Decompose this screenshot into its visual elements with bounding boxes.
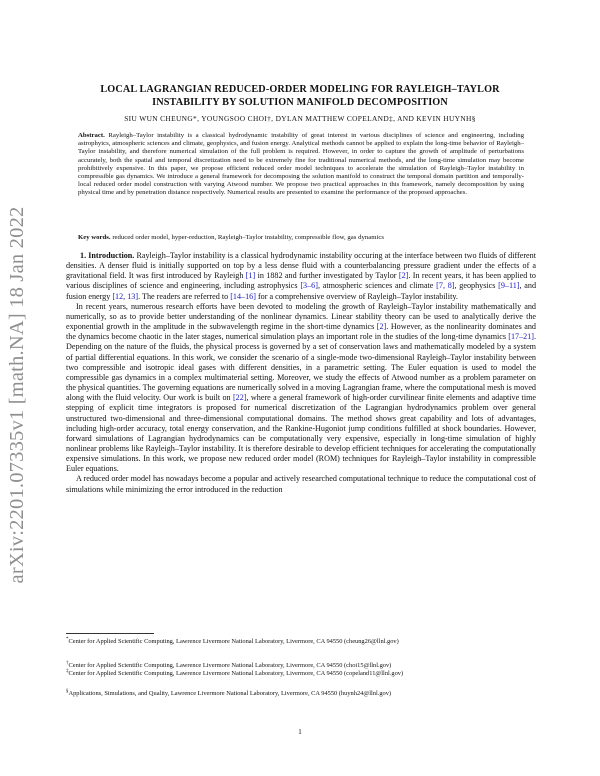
keywords-label: Key words. [78,234,111,241]
paper-title: LOCAL LAGRANGIAN REDUCED-ORDER MODELING FOR RAYLEIGH–TAYLOR INSTABILITY BY SOLUTION MANIFOLD DECOMPOSITION [100,84,500,108]
citation-link[interactable]: [17–21] [508,332,534,342]
introduction-section [66,251,536,495]
section-heading: 1. Introduction. [80,251,135,260]
abstract-label: Abstract. [78,132,105,139]
citation-link[interactable]: [1] [245,271,256,281]
footnote: *Center for Applied Scientific Computing, Lawrence Livermore National Laboratory, Livermore, CA 94550 (cheung26@llnl.gov) [66,637,399,646]
intro-paragraph-3: A reduced order model has nowadays become a popular and actively researched computational technique to reduce the computational cost of simulations while minimizing the error introduced in the reduction [66,474,536,494]
intro-paragraph-2: In recent years, numerous research efforts have been devoted to modeling the growth of Rayleigh–Taylor instability mathematically and numerically, so as to provide better understanding of the nonlinear dynamics. Linear stability theory can be used to analytically derive the exponential growth in the amplitude in the subwavelength regime in the short-time dynamics [2]. However, as the nonlinearity dominates and the dynamics become chaotic in the later stages, numerical simulation plays an important role in the studies of the long-time dynamics [17–21]. Depending on the nature of the fluids, the physical process is governed by a set of conservation laws and mathematically modeled by a system of partial differential equations. In this work, we consider the scenario of a single-mode two-dimensional Rayleigh–Taylor instability between two compressible and isotropic ideal gases with different densities, in a parametric setting. The Euler equation is used to model the compressible gas dynamics in a complex multimaterial setting. Moreover, we study the effects of Atwood number as a problem parameter on the physical quantities. The governing equations are numerically solved in a moving Lagrangian frame, where the computational mesh is moved along with the fluid velocity. Our work is built on [22], where a general framework of high-order curvilinear finite elements and adaptive time stepping of explicit time integrators is proposed for numerical discretization of the Lagrangian hydrodynamics problem over general unstructured two-dimensional and three-dimensional computational domains. The method shows great capability and lots of advantages, including high-order accuracy, total energy conservation, and the Rankine-Hugoniot jump conditions fulfilled at shock boundaries. However, forward simulations of Lagrangian hydrodynamics can be computationally very expensive, especially in long-time simulation of highly nonlinear problems like Rayleigh–Taylor instability. It is therefore desirable to develop efficient techniques for accelerating the computationally expensive simulations. In this work, we propose new reduced order model (ROM) techniques for Rayleigh–Taylor instability in compressible Euler equations. [66,301,537,474]
citation-link[interactable]: [9–11] [498,281,520,291]
intro-paragraph-1: 1. Introduction. Rayleigh–Taylor instability is a classical hydrodynamic instability occuring at the interface between two fluids of different densities. A denser fluid is initially supported on top by a less dense fluid with a counterbalancing pressure gradient under the effects of a gravitational field. It was first introduced by Rayleigh [1] in 1882 and further investigated by Taylor [2]. In recent years, it has been applied to various disciplines of science and engineering, including astrophysics [3–6], atmospheric sciences and climate [7, 8], geophysics [9–11], and fusion energy [12, 13]. The readers are referred to [14–16] for a comprehensive overview of Rayleigh–Taylor instability. [66,251,537,301]
citation-link[interactable]: [2] [398,271,409,281]
page-number: 1 [298,727,302,736]
abstract [78,132,524,198]
footnote: §Applications, Simulations, and Quality, Lawrence Livermore National Laboratory, Livermore, CA 94550 (huynh24@llnl.gov) [66,689,392,698]
arxiv-identifier-text: arXiv:2201.07335v1 [math.NA] 18 Jan 2022 [6,206,28,584]
footnote: ‡Center for Applied Scientific Computing, Lawrence Livermore National Laboratory, Livermore, CA 94550 (copeland11@llnl.gov) [66,669,404,678]
citation-link[interactable]: [3–6] [300,281,318,291]
abstract-text: Rayleigh–Taylor instability is a classical hydrodynamic instability of great interest in various disciplines of science and engineering, including astrophyics, atmospheric sciences and climate, geophysics, and fusion energy. Analytical methods cannot be applied to explain the long-time behavior of Rayleigh–Taylor instability, and therefore numerical simulation of the full problem is required. However, in order to capture the growth of amplitude of perturbations accurately, both the spatial and temporal discretization need to be extremely fine for traditional numerical methods, and the long-time simulation may become prohibitively expensive. In this paper, we propose efficient reduced order model techniques to accelerate the simulation of Rayleigh–Taylor instability in compressible gas dynamics. We introduce a general framework for decomposing the solution manifold to construct the temporal domain partition and temporally-local reduced order model construction with varying Atwood number. We propose two practical approaches in this framework, namely decomposition by using physical time and by penetration distance respectively. Numerical results are presented to examine the performance of the proposed approaches. [78,132,525,197]
footnote: †Center for Applied Scientific Computing, Lawrence Livermore National Laboratory, Livermore, CA 94550 (choi15@llnl.gov) [66,661,392,670]
footnote-rule [66,633,154,634]
citation-link[interactable]: [7, 8] [436,281,455,291]
citation-link[interactable]: [14–16] [230,291,256,301]
citation-link[interactable]: [2] [376,322,387,332]
keywords-text: reduced order model, hyper-reduction, Rayleigh–Taylor instability, compressible flow, gas dynamics [112,234,384,241]
citation-link[interactable]: [22] [232,393,247,403]
keywords [78,234,524,242]
author-list: SIU WUN CHEUNG*, YOUNGSOO CHOI†, DYLAN MATTHEW COPELAND‡, AND KEVIN HUYNH§ [124,114,476,123]
citation-link[interactable]: [12, 13] [112,291,139,301]
